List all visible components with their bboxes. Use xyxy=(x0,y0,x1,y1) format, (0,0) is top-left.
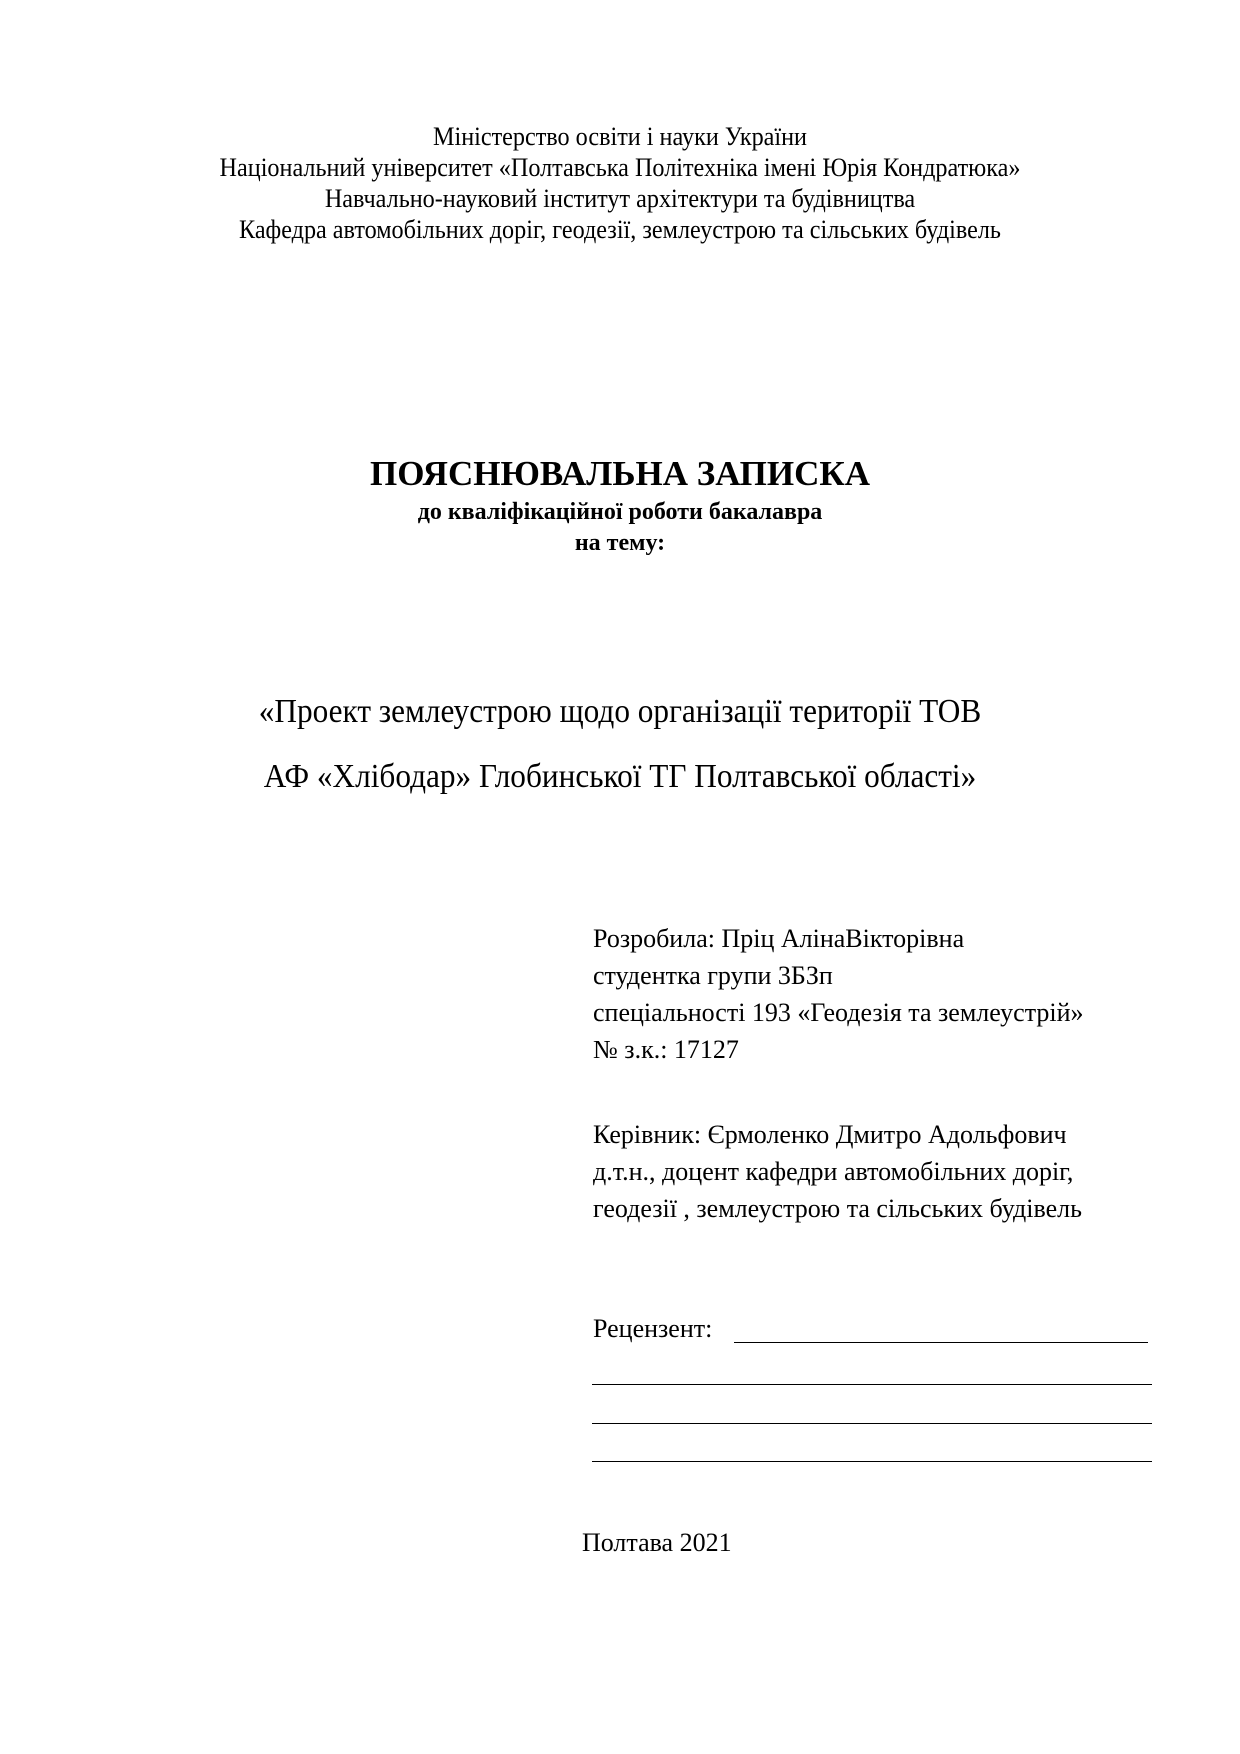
author-name: Розробила: Пріц АлінаВікторівна xyxy=(593,924,965,953)
reviewer-line-2 xyxy=(592,1384,1152,1385)
document-subtitle: до кваліфікаційної роботи бакалавра xyxy=(417,499,823,525)
institute-line: Навчально-науковий інститут архітектури та будівництва xyxy=(324,184,916,213)
reviewer-label: Рецензент: xyxy=(593,1314,713,1343)
university-line: Національний університет «Полтавська Політехніка імені Юрія Кондратюка» xyxy=(219,153,1021,182)
ministry-line: Міністерство освіти і науки України xyxy=(432,122,807,151)
supervisor-title-1: д.т.н., доцент кафедри автомобільних доріг, xyxy=(593,1157,1074,1186)
author-specialty: спеціальності 193 «Геодезія та землеустрій» xyxy=(593,998,1084,1027)
author-group: студентка групи 3БЗп xyxy=(593,961,833,990)
author-record-book: № з.к.: 17127 xyxy=(593,1035,739,1064)
reviewer-signature-line xyxy=(734,1342,1148,1343)
document-subtitle-topic-label: на тему: xyxy=(574,530,666,556)
document-title: ПОЯСНЮВАЛЬНА ЗАПИСКА xyxy=(369,454,871,493)
reviewer-line-3 xyxy=(592,1423,1152,1424)
city-year: Полтава 2021 xyxy=(582,1528,732,1557)
topic-line-1: «Проект землеустрою щодо організації території ТОВ xyxy=(258,693,982,730)
reviewer-line-4 xyxy=(592,1461,1152,1462)
topic-line-2: АФ «Хлібодар» Глобинської ТГ Полтавської області» xyxy=(263,758,977,795)
department-line: Кафедра автомобільних доріг, геодезії, землеустрою та сільських будівель xyxy=(239,215,1001,244)
supervisor-name: Керівник: Єрмоленко Дмитро Адольфович xyxy=(593,1120,1067,1149)
supervisor-title-2: геодезії , землеустрою та сільських будівель xyxy=(593,1194,1082,1223)
